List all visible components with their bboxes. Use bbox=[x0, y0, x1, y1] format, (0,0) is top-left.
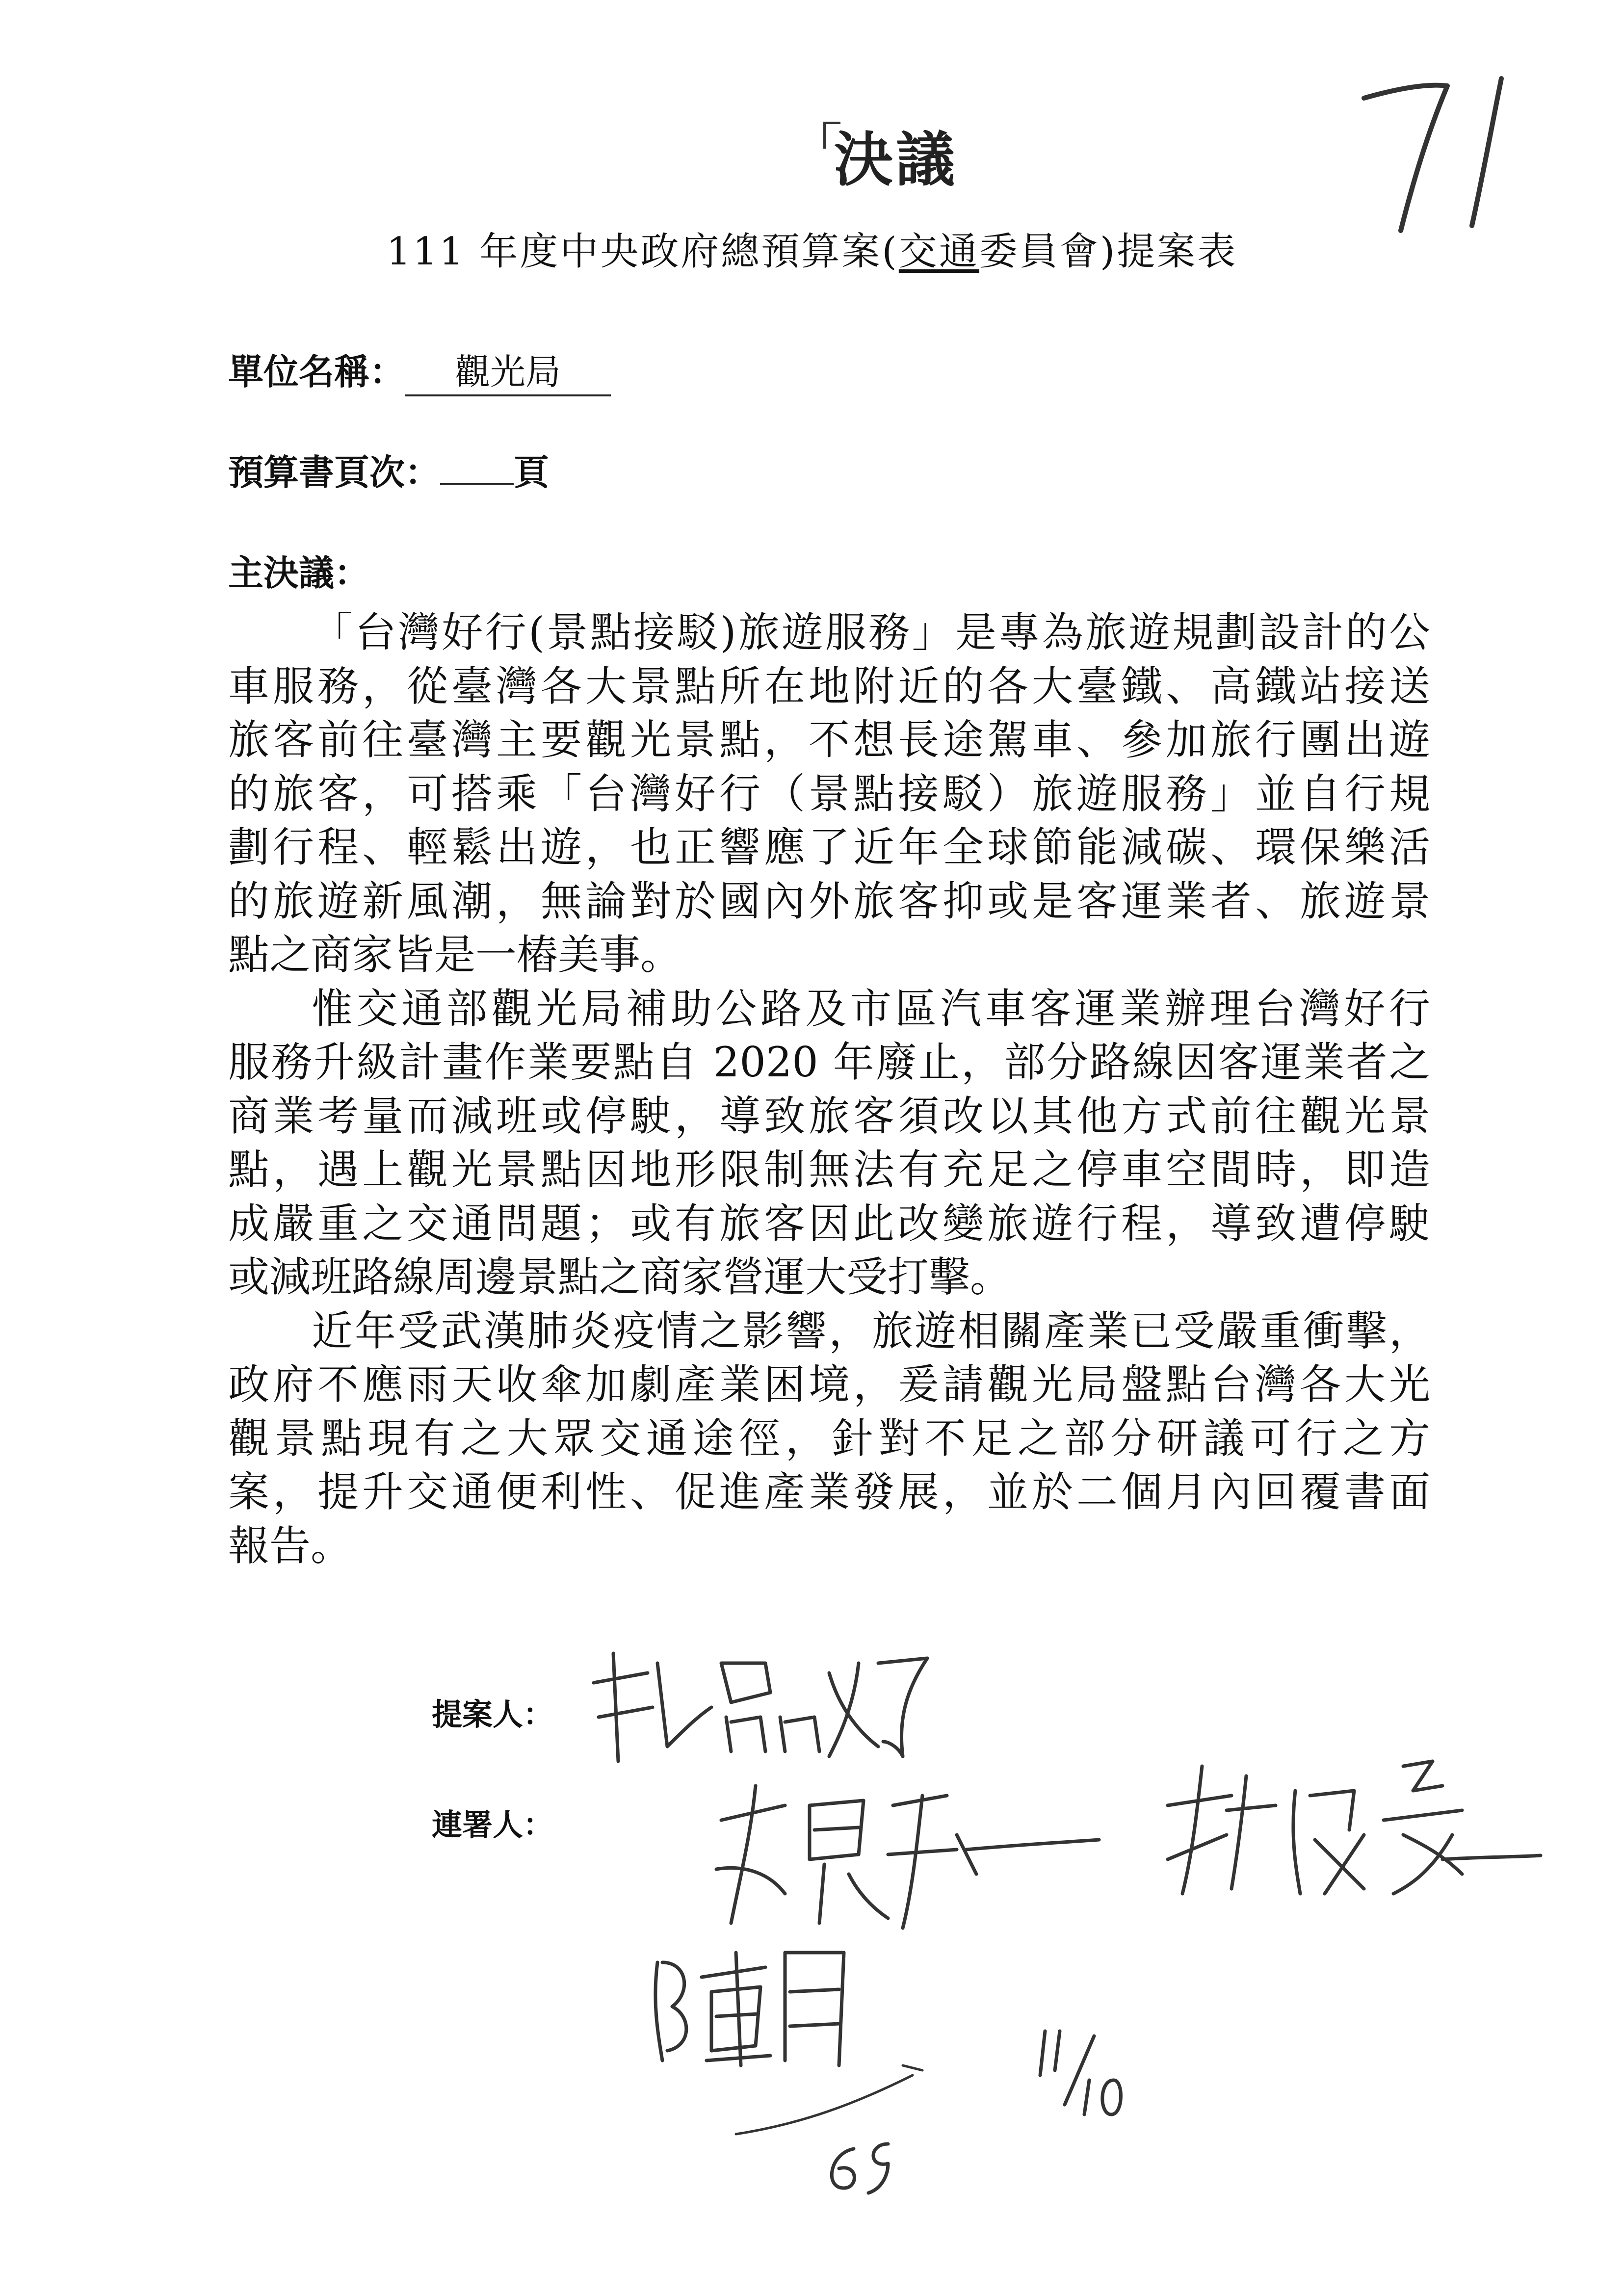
text-line: 劃行程、輕鬆出遊，也正響應了近年全球節能減碳、環保樂活 bbox=[228, 823, 1430, 871]
title-committee: 交通 bbox=[898, 230, 979, 274]
budget-page-field bbox=[228, 444, 549, 495]
text-line: 車服務，從臺灣各大景點所在地附近的各大臺鐵、高鐵站接送 bbox=[228, 662, 1430, 710]
stamp-bracket bbox=[823, 122, 840, 149]
handwritten-page-number bbox=[1354, 69, 1521, 245]
text-line: 點，遇上觀光景點因地形限制無法有充足之停車空間時，即造 bbox=[228, 1146, 1430, 1194]
handwritten-note bbox=[726, 2036, 932, 2198]
budget-page-label: 預算書頁次： bbox=[228, 451, 441, 493]
unit-name-value: 觀光局 bbox=[405, 343, 611, 396]
stamp-text: 決議 bbox=[834, 125, 958, 194]
document-title bbox=[0, 221, 1624, 276]
text-line: 案，提升交通便利性、促進產業發展，並於二個月內回覆書面 bbox=[228, 1468, 1430, 1516]
resolution-body bbox=[228, 606, 1430, 1573]
unit-name-field bbox=[228, 343, 611, 396]
title-prefix: 111 年度中央政府總預算案( bbox=[386, 230, 899, 274]
text-line: 「台灣好行(景點接駁)旅遊服務」是專為旅遊規劃設計的公 bbox=[312, 608, 1430, 656]
text-line: 或減班路線周邊景點之商家營運大受打擊。 bbox=[228, 1253, 1012, 1301]
text-line: 服務升級計畫作業要點自 2020 年廢止，部分路線因客運業者之 bbox=[228, 1038, 1430, 1086]
text-line: 旅客前往臺灣主要觀光景點，不想長途駕車、參加旅行團出遊 bbox=[228, 716, 1430, 764]
cosigner-signature-2 bbox=[1148, 1747, 1541, 1904]
cosigner-signature-1 bbox=[702, 1776, 1104, 1938]
main-resolution-heading: 主決議： bbox=[228, 552, 370, 594]
text-line: 觀景點現有之大眾交通途徑，針對不足之部分研議可行之方 bbox=[228, 1414, 1430, 1462]
text-line: 點之商家皆是一樁美事。 bbox=[228, 931, 682, 979]
text-line: 政府不應雨天收傘加劇產業困境，爰請觀光局盤點台灣各大光 bbox=[228, 1360, 1430, 1409]
proposer-label: 提案人： bbox=[432, 1696, 554, 1732]
text-line: 惟交通部觀光局補助公路及市區汽車客運業辦理台灣好行 bbox=[312, 984, 1430, 1033]
text-line: 商業考量而減班或停駛，導致旅客須改以其他方式前往觀光景 bbox=[228, 1092, 1430, 1140]
unit-name-label: 單位名稱： bbox=[228, 351, 405, 392]
resolution-stamp bbox=[834, 113, 958, 197]
text-line: 近年受武漢肺炎疫情之影響，旅遊相關產業已受嚴重衝擊， bbox=[312, 1306, 1430, 1355]
text-line: 報告。 bbox=[228, 1521, 352, 1570]
budget-page-blank bbox=[440, 453, 514, 485]
text-line: 成嚴重之交通問題；或有旅客因此改變旅遊行程，導致遭停駛 bbox=[228, 1199, 1430, 1248]
proposer-signature bbox=[584, 1634, 937, 1771]
handwritten-date bbox=[1030, 2021, 1128, 2119]
text-line: 的旅客，可搭乘「台灣好行（景點接駁）旅遊服務」並自行規 bbox=[228, 769, 1430, 818]
cosigner-label: 連署人： bbox=[432, 1807, 554, 1843]
title-suffix: 委員會)提案表 bbox=[979, 230, 1238, 274]
budget-page-suffix: 頁 bbox=[514, 451, 550, 493]
text-line: 的旅遊新風潮，無論對於國內外旅客抑或是客運業者、旅遊景 bbox=[228, 877, 1430, 925]
